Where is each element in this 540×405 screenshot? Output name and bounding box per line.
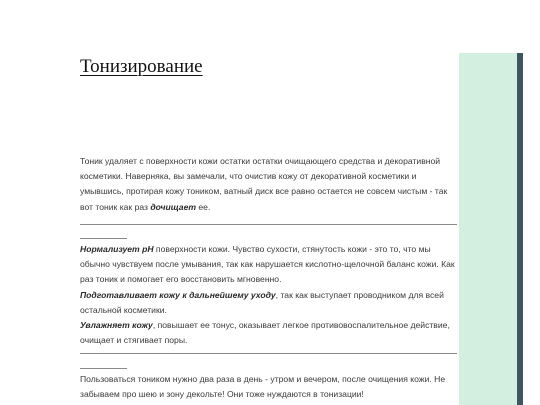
divider — [80, 224, 457, 225]
intro-text: Тоник удаляет с поверхности кожи остатки остатки очищающего средства и декоративной косметики. Наверняка, вы замечали, что очистив кожу от декоративной косметики и умывшись, протирая кожу тоником, ватный диск все равно остается не совсем чистым - так вот тоник как раз — [80, 156, 448, 212]
emphasis-prepares-skin: Подготавливает кожу к дальнейшему уходу — [80, 289, 276, 300]
divider-short — [80, 368, 127, 369]
page-title[interactable]: Тонизирование — [80, 56, 203, 77]
benefits-paragraph — [80, 242, 457, 348]
benefit-prepare-text: , так как выступает проводником для всей остальной косметики. — [80, 289, 444, 315]
intro-text-end: ее. — [196, 201, 211, 212]
sidebar-panel — [459, 53, 517, 405]
intro-paragraph — [80, 154, 457, 215]
emphasis-cleanses: дочищает — [150, 201, 197, 212]
usage-paragraph — [80, 372, 457, 402]
benefit-moisturize-text: , повышает ее тонус, оказывает легкое противовоспалительное действие, очищает и стягивает поры. — [80, 320, 450, 346]
sidebar-edge — [517, 53, 523, 405]
divider — [80, 353, 457, 354]
benefit-ph-text: поверхности кожи. Чувство сухости, стянутость кожи - это то, что мы обычно чувствуем после умывания, так как нарушается кислотно-щелочной баланс кожи. Как раз тоник и помогает его восстановить мгновенно. — [80, 244, 455, 285]
emphasis-normalizes-ph: Нормализует рН — [80, 244, 154, 254]
divider-short — [80, 238, 127, 239]
emphasis-moisturizes: Увлажняет кожу — [80, 320, 153, 331]
usage-text: Пользоваться тоником нужно два раза в день - утром и вечером, после очищения кожи. Не забываем про шею и зону декольте! Они тоже нуждаются в тонизации! — [80, 374, 446, 400]
